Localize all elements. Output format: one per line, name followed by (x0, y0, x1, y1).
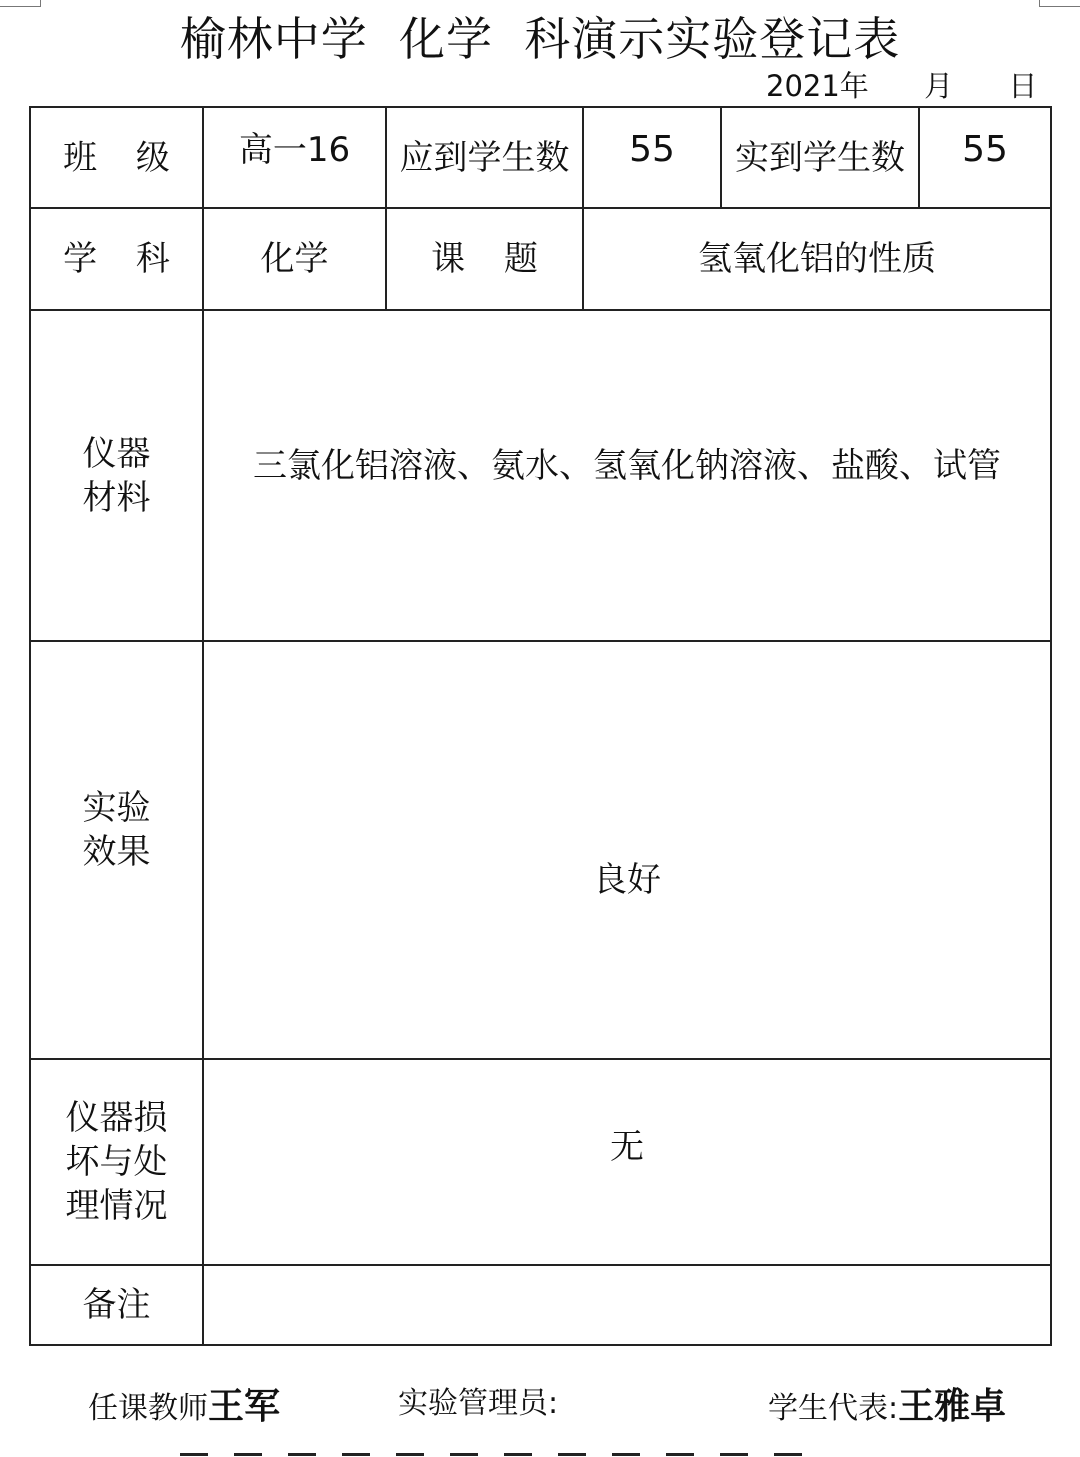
class-label: 班 级 (30, 107, 203, 208)
form-date: 2021年 月 日 (766, 69, 1038, 103)
class-value-text: 高一16 (238, 129, 351, 170)
damage-value: 无 (610, 1127, 644, 1167)
table-row-materials (30, 310, 1051, 641)
remarks-label: 备注 (30, 1265, 203, 1345)
materials-label: 仪器材料 (82, 433, 151, 518)
expected-students-text: 55 (629, 128, 675, 170)
effect-label: 实验效果 (82, 788, 151, 872)
damage-value-cell[interactable] (203, 1059, 1051, 1265)
damage-label-cell (30, 1059, 203, 1265)
student-signature (768, 1378, 1006, 1429)
table-row-class (30, 107, 1051, 208)
table-row-remarks (30, 1265, 1051, 1345)
next-page-cutoff-text (180, 1444, 900, 1457)
effect-label-cell (30, 641, 203, 1059)
teacher-signature (88, 1378, 280, 1429)
materials-label-cell (30, 310, 203, 641)
signature-row (0, 1378, 1080, 1428)
admin-label: 实验管理员: (398, 1386, 559, 1421)
topic-value[interactable]: 氢氧化铝的性质 (583, 208, 1051, 310)
student-label: 学生代表: (768, 1391, 899, 1426)
student-name[interactable]: 王雅卓 (898, 1386, 1007, 1427)
table-row-subject (30, 208, 1051, 310)
materials-value-cell[interactable] (203, 310, 1051, 641)
form-title: 榆林中学 化学 科演示实验登记表 (179, 12, 901, 66)
effect-value: 良好 (593, 860, 661, 900)
page-corner-mark-right (1039, 0, 1080, 7)
table-row-damage (30, 1059, 1051, 1265)
registration-table (29, 106, 1052, 1346)
expected-students-value[interactable] (583, 107, 721, 208)
remarks-value[interactable] (203, 1265, 1051, 1345)
teacher-name[interactable]: 王军 (208, 1386, 281, 1427)
effect-value-cell[interactable] (203, 641, 1051, 1059)
expected-students-label: 应到学生数 (386, 107, 583, 208)
actual-students-value[interactable] (919, 107, 1051, 208)
topic-label: 课 题 (386, 208, 583, 310)
admin-signature (398, 1378, 558, 1422)
class-value[interactable] (203, 107, 386, 208)
teacher-label: 任课教师 (88, 1391, 208, 1426)
materials-value: 三氯化铝溶液、氨水、氢氧化钠溶液、盐酸、试管 (253, 445, 1001, 486)
page-corner-mark-left (0, 0, 41, 7)
subject-value[interactable]: 化学 (203, 208, 386, 310)
table-row-effect (30, 641, 1051, 1059)
subject-label: 学 科 (30, 208, 203, 310)
damage-label: 仪器损坏与处理情况 (65, 1098, 168, 1226)
actual-students-label: 实到学生数 (721, 107, 919, 208)
actual-students-text: 55 (962, 128, 1008, 170)
